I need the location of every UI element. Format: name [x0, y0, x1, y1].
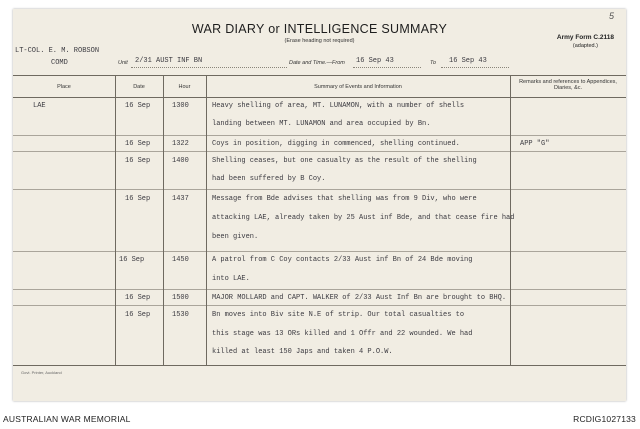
entry-hour: 1400: [172, 157, 189, 165]
printer-note: Govt. Printer, Auckland: [21, 370, 62, 375]
archive-footer-right: RCDIG1027133: [573, 414, 636, 424]
entry-date: 16 Sep: [125, 157, 151, 165]
row-separator: [13, 189, 626, 190]
form-number: Army Form C.2118: [556, 34, 614, 41]
entry-line: had been suffered by B Coy.: [212, 175, 326, 183]
archive-footer-left: AUSTRALIAN WAR MEMORIAL: [3, 414, 131, 424]
entry-hour: 1437: [172, 195, 189, 203]
date-from-underline: [353, 67, 421, 68]
unit-label: Unit: [118, 60, 128, 66]
entry-date: 16 Sep: [125, 102, 151, 110]
entry-hour: 1500: [172, 294, 189, 302]
page-number: 5: [608, 11, 614, 21]
col-divider-hour: [206, 75, 207, 365]
unit-underline: [131, 67, 287, 68]
form-number-block: [557, 34, 614, 50]
entry-line: MAJOR MOLLARD and CAPT. WALKER of 2/33 Aust Inf Bn are brought to BHQ.: [212, 294, 507, 302]
entry-line: Bn moves into Biv site N.E of strip. Our total casualties to: [212, 311, 465, 319]
entry-line: been given.: [212, 233, 259, 241]
entry-line: attacking LAE, already taken by 25 Aust inf Bde, and that cease fire had: [212, 214, 515, 222]
entry-line: into LAE.: [212, 275, 250, 283]
row-separator: [13, 251, 626, 252]
col-divider-date: [163, 75, 164, 365]
entry-date: 16 Sep: [119, 256, 145, 264]
header-bottom-rule: [13, 97, 626, 98]
col-header-date: Date: [133, 84, 145, 90]
col-header-remarks: Remarks and references to Appendices, Diaries, &c.: [519, 79, 617, 91]
entry-date: 16 Sep: [125, 140, 151, 148]
entry-date: 16 Sep: [125, 195, 151, 203]
entry-date: 16 Sep: [125, 294, 151, 302]
entry-line: Coys in position, digging in commenced, shelling continued.: [212, 140, 460, 148]
officer-name: LT-COL. E. M. ROBSON: [15, 47, 100, 55]
entry-hour: 1530: [172, 311, 189, 319]
table-top-rule: [13, 75, 626, 76]
col-header-summary: Summary of Events and Information: [314, 84, 402, 90]
entry-line: A patrol from C Coy contacts 2/33 Aust inf Bn of 24 Bde moving: [212, 256, 473, 264]
entry-line: Shelling ceases, but one casualty as the result of the shelling: [212, 157, 477, 165]
col-divider-place: [115, 75, 116, 365]
row-separator: [13, 305, 626, 306]
entry-date: 16 Sep: [125, 311, 151, 319]
unit-value: 2/31 AUST INF BN: [135, 57, 203, 65]
row-separator: [13, 289, 626, 290]
entry-line: landing between MT. LUNAMON and area occupied by Bn.: [212, 120, 431, 128]
entry-hour: 1300: [172, 102, 189, 110]
date-to-value: 16 Sep 43: [449, 57, 487, 65]
row-separator: [13, 135, 626, 136]
entry-line: Heavy shelling of area, MT. LUNAMON, with a number of shells: [212, 102, 465, 110]
entry-hour: 1322: [172, 140, 189, 148]
form-title: WAR DIARY or INTELLIGENCE SUMMARY: [191, 22, 448, 36]
col-header-place: Place: [57, 84, 71, 90]
entry-line: this stage was 13 ORs killed and 1 Offr and 22 wounded. We had: [212, 330, 473, 338]
entry-place: LAE: [33, 102, 46, 110]
entry-line: Message from Bde advises that shelling was from 9 Div, who were: [212, 195, 477, 203]
col-header-hour: Hour: [178, 84, 191, 90]
date-to-underline: [441, 67, 509, 68]
form-adapted: (adapted.): [572, 43, 598, 49]
diary-sheet: [13, 9, 626, 401]
comd-label: COMD: [51, 59, 68, 67]
row-separator: [13, 151, 626, 152]
date-to-label: To: [430, 60, 436, 66]
form-subtitle: (Erase heading not required): [284, 38, 355, 44]
entry-line: killed at least 150 Japs and taken 4 P.O.W.: [212, 348, 393, 356]
date-from-label: Date and Time.—From: [289, 60, 345, 66]
entry-remark: APP "G": [520, 140, 550, 148]
entry-hour: 1450: [172, 256, 189, 264]
date-from-value: 16 Sep 43: [356, 57, 394, 65]
table-bottom-rule: [13, 365, 626, 366]
